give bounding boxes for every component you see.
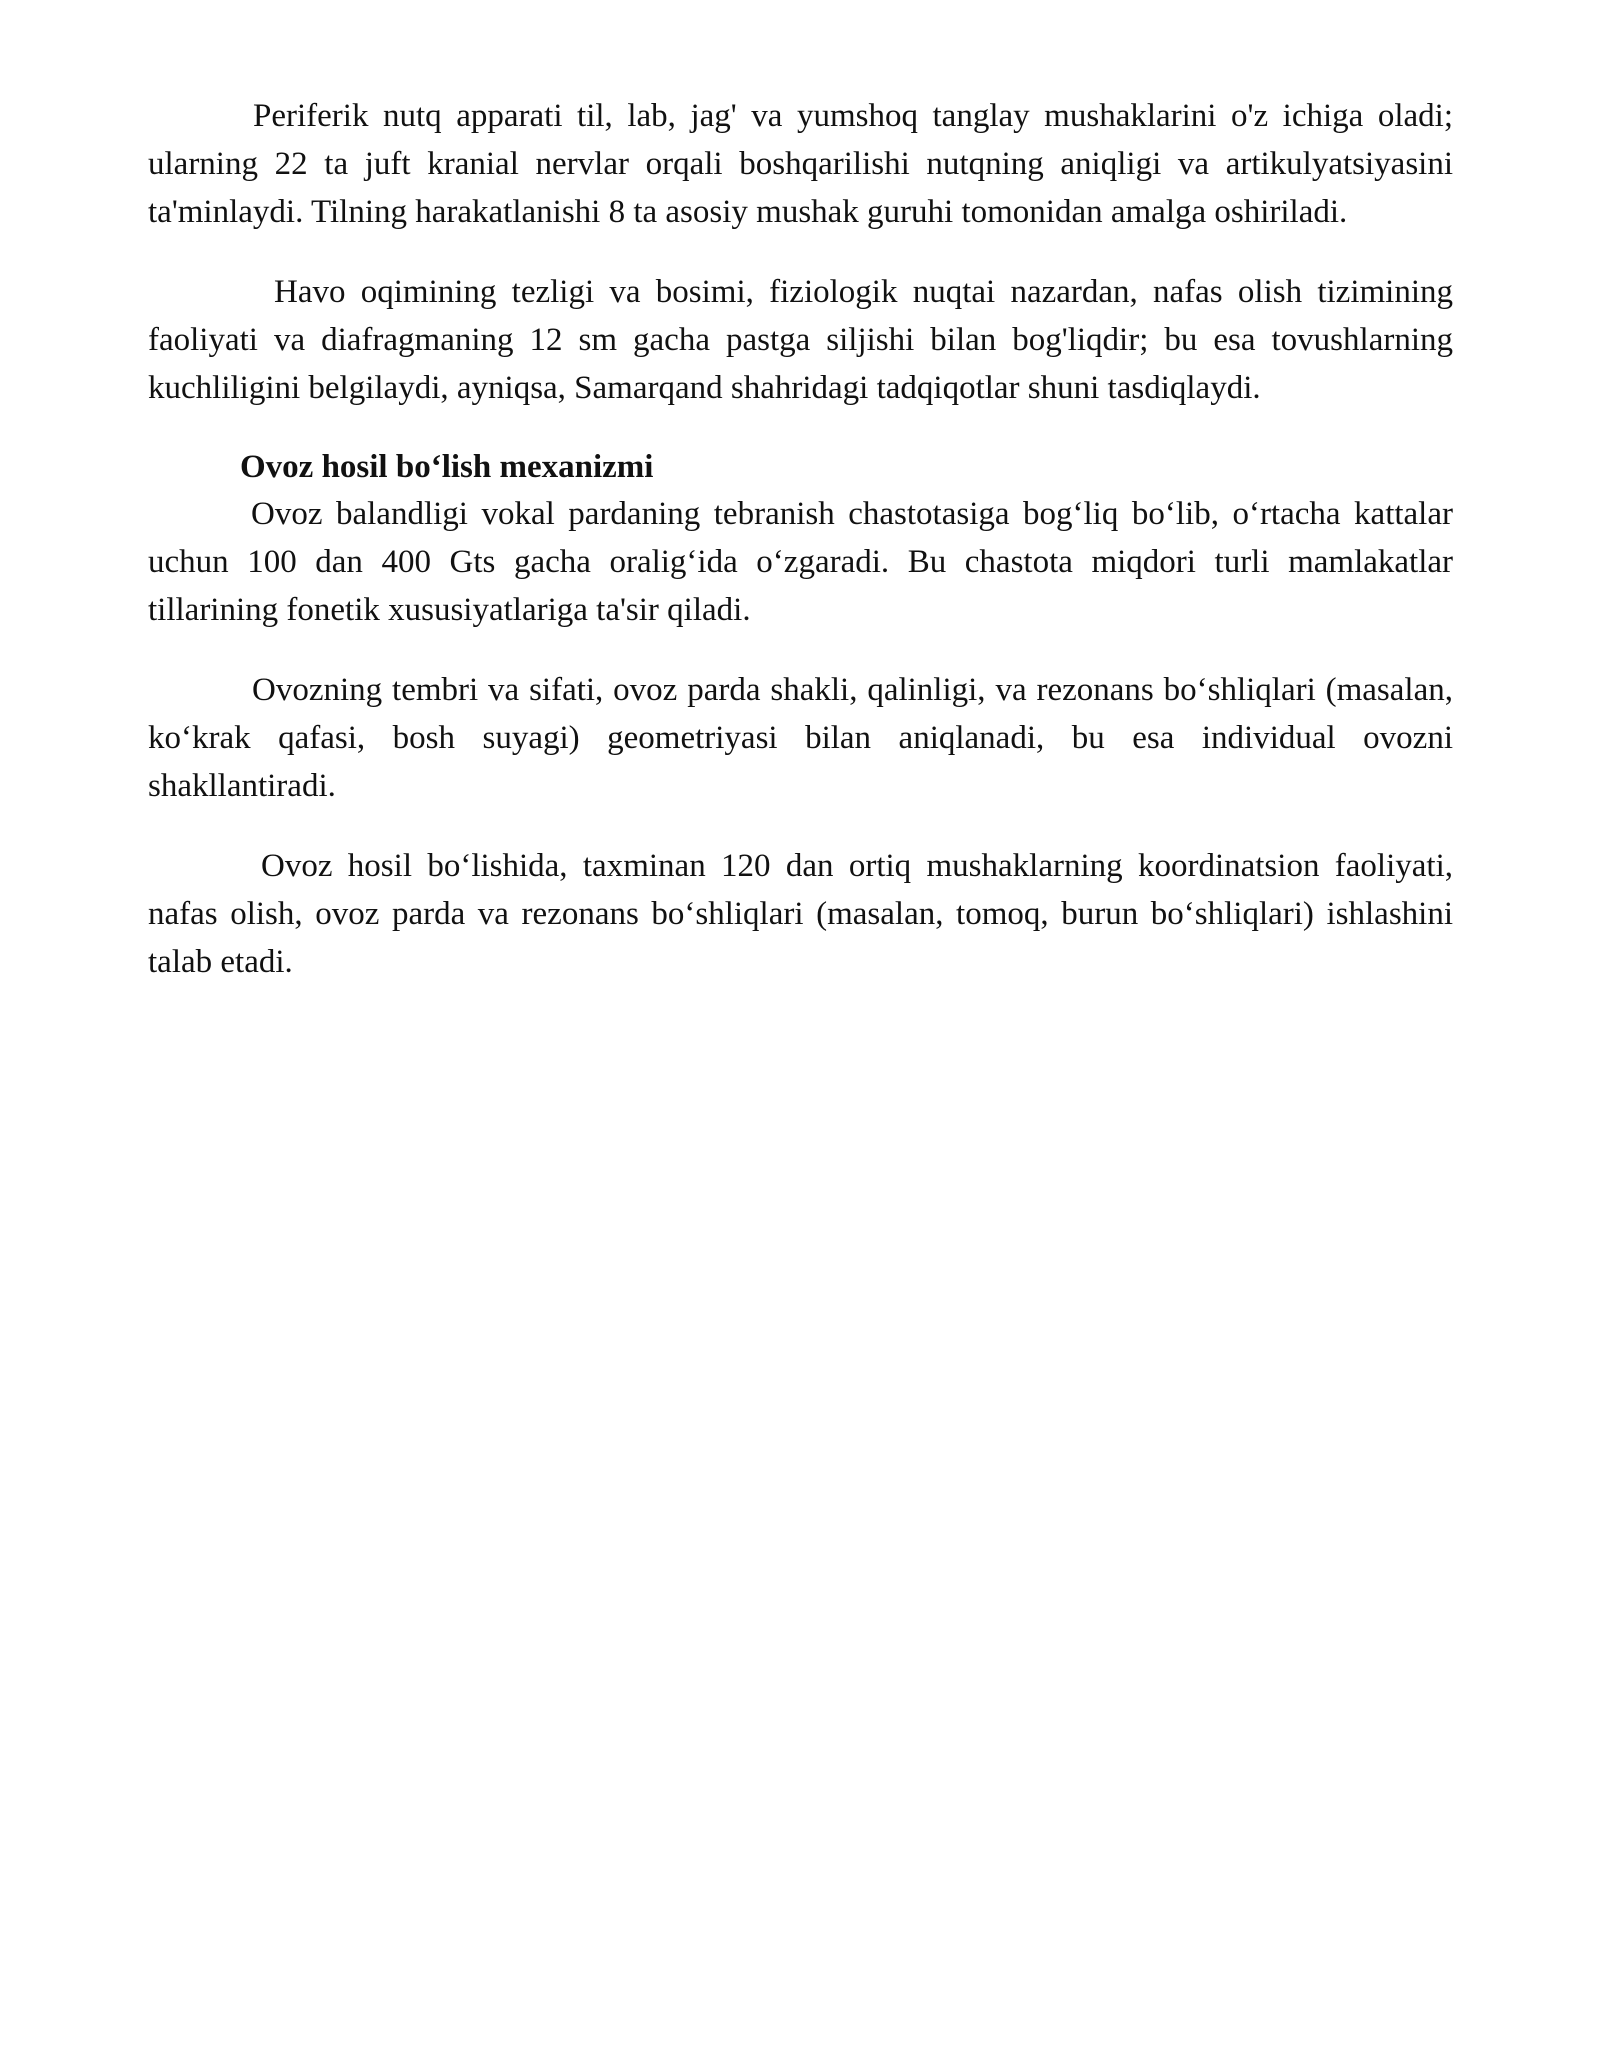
paragraph-voice-production: Ovoz hosil bo‘lishida, taxminan 120 dan ortiq mushaklarning koordinatsion faoliyati, nafas olish, ovoz parda va rezonans bo‘shliqlari (masalan, tomoq, burun bo‘shliqlari) ishlashini talab etadi. <box>148 848 1453 980</box>
paragraph-air-flow: Havo oqimining tezligi va bosimi, fiziologik nuqtai nazardan, nafas olish tizimining faoliyati va diafragmaning 12 sm gacha pastga siljishi bilan bog'liqdir; bu esa tovushlarning kuchliligini belgilaydi, ayniqsa, Samarqand shahridagi tadqiqotlar shuni tasdiqlaydi. <box>148 274 1453 406</box>
section-heading: Ovoz hosil bo‘lish mexanizmi <box>240 449 654 485</box>
paragraph-voice-timbre: Ovozning tembri va sifati, ovoz parda shakli, qalinligi, va rezonans bo‘shliqlari (masalan, ko‘krak qafasi, bosh suyagi) geometriyasi bilan aniqlanadi, bu esa individual ovozni shakllantiradi. <box>148 672 1453 804</box>
paragraph-peripheral-speech-apparatus: Periferik nutq apparati til, lab, jag' va yumshoq tanglay mushaklarini o'z ichiga oladi; ularning 22 ta juft kranial nervlar orqali boshqarilishi nutqning aniqligi va artikulyatsiyasini ta'minlaydi. Tilning harakatlanishi 8 ta asosiy mushak guruhi tomonidan amalga oshiriladi. <box>148 98 1453 230</box>
document-page <box>148 92 1453 1018</box>
paragraph-voice-pitch: Ovoz balandligi vokal pardaning tebranish chastotasiga bog‘liq bo‘lib, o‘rtacha kattalar uchun 100 dan 400 Gts gacha oralig‘ida o‘zgaradi. Bu chastota miqdori turli mamlakatlar tillarining fonetik xususiyatlariga ta'sir qiladi. <box>148 496 1453 628</box>
